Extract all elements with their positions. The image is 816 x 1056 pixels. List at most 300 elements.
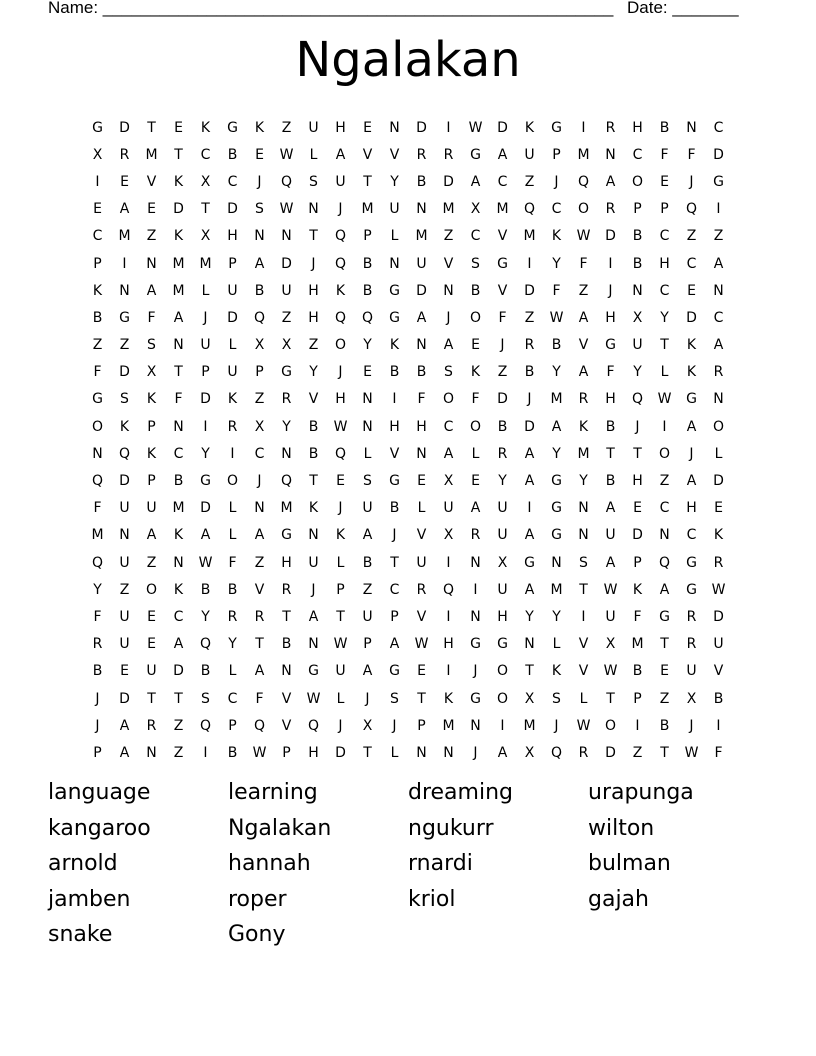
grid-letter: L xyxy=(390,228,399,245)
grid-letter: B xyxy=(713,690,724,707)
grid-letter: A xyxy=(389,636,400,653)
grid-row xyxy=(84,196,732,223)
grid-letter: A xyxy=(524,445,535,462)
grid-letter: B xyxy=(362,255,373,272)
grid-letter: K xyxy=(173,173,184,190)
grid-letter: N xyxy=(416,744,427,761)
grid-letter: G xyxy=(497,255,508,272)
grid-letter: F xyxy=(579,255,588,272)
grid-letter: P xyxy=(633,201,642,218)
grid-letter: D xyxy=(227,309,238,326)
grid-row xyxy=(84,467,732,494)
grid-row xyxy=(84,658,732,685)
grid-letter: G xyxy=(389,282,400,299)
grid-letter: U xyxy=(686,663,697,680)
grid-letter: K xyxy=(254,119,265,136)
grid-row xyxy=(84,685,732,712)
grid-letter: F xyxy=(255,690,264,707)
grid-letter: X xyxy=(146,364,157,381)
grid-letter: B xyxy=(605,473,616,490)
grid-letter: A xyxy=(524,527,535,544)
grid-letter: N xyxy=(308,201,319,218)
grid-letter: T xyxy=(417,690,426,707)
grid-letter: Y xyxy=(363,337,372,354)
grid-letter: L xyxy=(228,663,237,680)
grid-letter: F xyxy=(687,146,696,163)
grid-letter: M xyxy=(118,228,131,245)
grid-letter: A xyxy=(416,309,427,326)
grid-letter: G xyxy=(92,391,103,408)
grid-letter: P xyxy=(417,717,426,734)
word-bank-item: arnold xyxy=(48,851,118,876)
grid-letter: N xyxy=(551,554,562,571)
grid-letter: H xyxy=(281,554,292,571)
grid-letter: W xyxy=(414,636,429,653)
grid-letter: L xyxy=(417,500,426,517)
grid-letter: A xyxy=(443,445,454,462)
grid-letter: R xyxy=(227,418,238,435)
grid-letter: M xyxy=(577,445,590,462)
grid-letter: U xyxy=(632,337,643,354)
grid-letter: G xyxy=(713,173,724,190)
grid-letter: A xyxy=(713,337,724,354)
grid-letter: J xyxy=(392,717,397,734)
grid-row xyxy=(84,739,732,766)
grid-letter: Y xyxy=(579,473,588,490)
grid-letter: D xyxy=(227,201,238,218)
grid-letter: S xyxy=(309,173,318,190)
grid-letter: B xyxy=(389,364,400,381)
grid-letter: I xyxy=(446,608,451,625)
grid-letter: Z xyxy=(713,228,724,245)
grid-letter: P xyxy=(147,473,156,490)
grid-letter: Q xyxy=(334,445,347,462)
grid-letter: Y xyxy=(633,364,642,381)
date-field[interactable]: Date: _______ xyxy=(627,0,739,17)
grid-letter: D xyxy=(605,744,616,761)
grid-letter: K xyxy=(335,527,346,544)
grid-letter: X xyxy=(281,337,292,354)
word-bank-item: urapunga xyxy=(588,780,694,805)
grid-letter: C xyxy=(470,228,481,245)
grid-letter: M xyxy=(631,636,644,653)
grid-letter: W xyxy=(333,636,348,653)
word-bank-item: bulman xyxy=(588,851,671,876)
grid-letter: O xyxy=(658,445,671,462)
grid-letter: D xyxy=(713,608,724,625)
grid-letter: A xyxy=(200,527,211,544)
word-bank-item: wilton xyxy=(588,815,655,841)
grid-letter: Y xyxy=(552,364,561,381)
grid-letter: M xyxy=(145,146,158,163)
grid-letter: O xyxy=(442,391,455,408)
grid-letter: Z xyxy=(173,744,184,761)
grid-letter: Z xyxy=(146,554,157,571)
grid-letter: Q xyxy=(280,173,293,190)
grid-letter: W xyxy=(279,146,294,163)
grid-letter: Z xyxy=(497,364,508,381)
grid-letter: Q xyxy=(253,309,266,326)
grid-letter: F xyxy=(228,554,237,571)
grid-letter: G xyxy=(227,119,238,136)
grid-letter: N xyxy=(416,337,427,354)
grid-letter: G xyxy=(686,581,697,598)
grid-letter: M xyxy=(280,500,293,517)
grid-letter: F xyxy=(417,391,426,408)
grid-letter: J xyxy=(446,309,451,326)
grid-letter: N xyxy=(443,282,454,299)
grid-letter: A xyxy=(686,473,697,490)
grid-letter: I xyxy=(500,717,505,734)
grid-letter: D xyxy=(713,473,724,490)
grid-letter: W xyxy=(252,744,267,761)
grid-letter: A xyxy=(551,418,562,435)
grid-letter: D xyxy=(200,391,211,408)
grid-letter: G xyxy=(659,608,670,625)
grid-letter: V xyxy=(713,663,724,680)
grid-letter: W xyxy=(468,119,483,136)
grid-letter: H xyxy=(335,119,346,136)
grid-letter: K xyxy=(173,228,184,245)
grid-letter: N xyxy=(470,554,481,571)
word-bank-item: gajah xyxy=(588,886,649,912)
grid-letter: E xyxy=(633,500,642,517)
grid-letter: J xyxy=(689,717,694,734)
grid-letter: X xyxy=(443,527,454,544)
grid-letter: W xyxy=(333,418,348,435)
grid-letter: U xyxy=(119,608,130,625)
grid-letter: J xyxy=(338,500,343,517)
grid-letter: Z xyxy=(632,744,643,761)
grid-letter: Q xyxy=(91,473,104,490)
grid-letter: N xyxy=(281,228,292,245)
grid-letter: F xyxy=(498,309,507,326)
grid-letter: G xyxy=(470,636,481,653)
grid-letter: G xyxy=(281,527,292,544)
grid-letter: Q xyxy=(199,636,212,653)
grid-letter: D xyxy=(173,201,184,218)
grid-letter: P xyxy=(282,744,291,761)
word-bank-item: Ngalakan xyxy=(228,815,332,841)
grid-letter: V xyxy=(497,228,508,245)
grid-letter: I xyxy=(230,445,235,462)
grid-letter: T xyxy=(309,228,318,245)
word-bank-item: kriol xyxy=(408,886,456,912)
word-bank-item: kangaroo xyxy=(48,815,151,841)
grid-letter: Y xyxy=(552,255,561,272)
grid-letter: K xyxy=(200,119,211,136)
grid-letter: Z xyxy=(659,473,670,490)
grid-letter: Q xyxy=(253,717,266,734)
grid-letter: Q xyxy=(199,717,212,734)
grid-letter: B xyxy=(200,581,211,598)
grid-letter: R xyxy=(227,608,238,625)
grid-letter: A xyxy=(578,309,589,326)
grid-letter: P xyxy=(255,364,264,381)
grid-letter: B xyxy=(92,309,103,326)
grid-letter: D xyxy=(119,119,130,136)
grid-letter: S xyxy=(201,690,210,707)
grid-row xyxy=(84,631,732,658)
grid-letter: C xyxy=(659,282,670,299)
grid-letter: P xyxy=(228,255,237,272)
grid-letter: J xyxy=(311,581,316,598)
grid-letter: I xyxy=(122,255,127,272)
grid-letter: J xyxy=(554,173,559,190)
grid-letter: D xyxy=(200,500,211,517)
grid-letter: W xyxy=(279,201,294,218)
grid-letter: C xyxy=(92,228,103,245)
grid-letter: D xyxy=(416,282,427,299)
grid-letter: H xyxy=(443,636,454,653)
grid-letter: C xyxy=(227,690,238,707)
word-bank-item: roper xyxy=(228,886,287,912)
grid-letter: Z xyxy=(686,228,697,245)
grid-letter: R xyxy=(416,146,427,163)
grid-letter: Y xyxy=(660,309,669,326)
grid-letter: D xyxy=(281,255,292,272)
grid-letter: D xyxy=(686,309,697,326)
grid-letter: U xyxy=(308,554,319,571)
grid-letter: P xyxy=(201,364,210,381)
grid-letter: G xyxy=(389,473,400,490)
grid-letter: O xyxy=(334,337,347,354)
grid-letter: X xyxy=(200,173,211,190)
grid-letter: R xyxy=(605,201,616,218)
grid-letter: W xyxy=(198,554,213,571)
grid-letter: P xyxy=(552,146,561,163)
grid-letter: Z xyxy=(92,337,103,354)
grid-letter: U xyxy=(416,554,427,571)
grid-letter: D xyxy=(497,119,508,136)
grid-letter: J xyxy=(95,690,100,707)
grid-letter: L xyxy=(228,337,237,354)
grid-letter: J xyxy=(554,717,559,734)
grid-letter: B xyxy=(173,473,184,490)
grid-letter: Z xyxy=(362,581,373,598)
grid-letter: A xyxy=(605,173,616,190)
grid-letter: M xyxy=(361,201,374,218)
grid-letter: Z xyxy=(524,173,535,190)
grid-letter: T xyxy=(282,608,291,625)
grid-letter: N xyxy=(146,744,157,761)
grid-letter: H xyxy=(605,391,616,408)
grid-letter: K xyxy=(578,418,589,435)
grid-letter: Q xyxy=(577,173,590,190)
grid-letter: H xyxy=(227,228,238,245)
grid-letter: I xyxy=(527,500,532,517)
grid-letter: B xyxy=(605,418,616,435)
grid-letter: R xyxy=(497,445,508,462)
grid-letter: O xyxy=(604,717,617,734)
grid-letter: P xyxy=(228,717,237,734)
grid-letter: Y xyxy=(498,473,507,490)
grid-letter: G xyxy=(551,119,562,136)
grid-letter: M xyxy=(550,391,563,408)
grid-letter: Y xyxy=(552,445,561,462)
grid-letter: U xyxy=(119,554,130,571)
grid-letter: S xyxy=(471,255,480,272)
grid-letter: T xyxy=(390,554,399,571)
grid-letter: J xyxy=(635,418,640,435)
grid-letter: N xyxy=(173,554,184,571)
grid-letter: J xyxy=(689,445,694,462)
grid-letter: N xyxy=(389,119,400,136)
grid-letter: I xyxy=(446,663,451,680)
grid-letter: A xyxy=(173,309,184,326)
grid-letter: Y xyxy=(201,445,210,462)
grid-letter: F xyxy=(660,146,669,163)
grid-letter: U xyxy=(416,255,427,272)
grid-letter: A xyxy=(173,636,184,653)
grid-letter: D xyxy=(173,663,184,680)
grid-letter: R xyxy=(470,527,481,544)
grid-letter: H xyxy=(389,418,400,435)
grid-letter: L xyxy=(228,500,237,517)
grid-letter: A xyxy=(362,527,373,544)
letter-grid xyxy=(84,114,732,767)
grid-letter: D xyxy=(335,744,346,761)
grid-letter: H xyxy=(308,744,319,761)
grid-letter: X xyxy=(470,201,481,218)
grid-letter: T xyxy=(174,364,183,381)
grid-row xyxy=(84,277,732,304)
grid-letter: F xyxy=(93,608,102,625)
grid-letter: J xyxy=(392,527,397,544)
grid-letter: N xyxy=(416,201,427,218)
grid-letter: V xyxy=(389,146,400,163)
grid-row xyxy=(84,522,732,549)
grid-letter: E xyxy=(417,663,426,680)
grid-letter: K xyxy=(632,581,643,598)
grid-letter: G xyxy=(308,663,319,680)
grid-letter: O xyxy=(712,418,725,435)
grid-letter: O xyxy=(91,418,104,435)
grid-letter: A xyxy=(686,418,697,435)
grid-letter: R xyxy=(686,608,697,625)
grid-letter: W xyxy=(549,309,564,326)
grid-letter: D xyxy=(119,690,130,707)
grid-letter: G xyxy=(551,500,562,517)
grid-letter: R xyxy=(416,581,427,598)
grid-letter: U xyxy=(119,500,130,517)
word-bank-item: snake xyxy=(48,922,113,947)
grid-letter: R xyxy=(713,364,724,381)
grid-letter: U xyxy=(200,337,211,354)
grid-letter: I xyxy=(581,608,586,625)
word-bank-item: jamben xyxy=(48,886,131,912)
grid-letter: T xyxy=(606,690,615,707)
grid-letter: K xyxy=(551,663,562,680)
grid-letter: C xyxy=(659,228,670,245)
grid-letter: P xyxy=(363,636,372,653)
grid-letter: M xyxy=(415,228,428,245)
grid-letter: A xyxy=(119,744,130,761)
grid-letter: D xyxy=(524,418,535,435)
grid-letter: Q xyxy=(442,581,455,598)
grid-letter: J xyxy=(95,717,100,734)
grid-letter: V xyxy=(281,717,292,734)
grid-letter: K xyxy=(335,282,346,299)
grid-letter: V xyxy=(362,146,373,163)
grid-letter: Y xyxy=(552,608,561,625)
grid-letter: U xyxy=(227,364,238,381)
grid-letter: O xyxy=(145,581,158,598)
grid-letter: L xyxy=(714,445,723,462)
grid-letter: U xyxy=(389,201,400,218)
grid-letter: J xyxy=(338,364,343,381)
grid-letter: N xyxy=(308,636,319,653)
grid-letter: A xyxy=(443,337,454,354)
grid-letter: E xyxy=(120,663,129,680)
grid-letter: S xyxy=(552,690,561,707)
name-field[interactable]: Name: ______________________________________________________ xyxy=(48,0,614,17)
grid-letter: P xyxy=(93,255,102,272)
grid-letter: A xyxy=(524,473,535,490)
grid-letter: I xyxy=(635,717,640,734)
grid-letter: Y xyxy=(525,608,534,625)
grid-letter: K xyxy=(227,391,238,408)
word-bank-item: dreaming xyxy=(408,780,513,805)
grid-row xyxy=(84,223,732,250)
grid-row xyxy=(84,549,732,576)
grid-letter: Q xyxy=(550,744,563,761)
grid-letter: H xyxy=(659,255,670,272)
grid-letter: E xyxy=(120,173,129,190)
grid-letter: M xyxy=(172,282,185,299)
grid-letter: M xyxy=(91,527,104,544)
grid-letter: K xyxy=(308,500,319,517)
grid-letter: A xyxy=(335,146,346,163)
grid-letter: A xyxy=(146,527,157,544)
grid-letter: C xyxy=(686,527,697,544)
grid-letter: E xyxy=(255,146,264,163)
grid-letter: G xyxy=(551,527,562,544)
grid-letter: N xyxy=(524,636,535,653)
grid-letter: P xyxy=(660,201,669,218)
grid-letter: L xyxy=(390,744,399,761)
grid-letter: W xyxy=(306,690,321,707)
grid-letter: B xyxy=(362,282,373,299)
grid-letter: J xyxy=(608,282,613,299)
grid-letter: N xyxy=(713,391,724,408)
grid-letter: E xyxy=(147,608,156,625)
grid-letter: N xyxy=(713,282,724,299)
grid-letter: X xyxy=(524,690,535,707)
grid-letter: C xyxy=(389,581,400,598)
grid-letter: V xyxy=(578,636,589,653)
grid-letter: Z xyxy=(146,228,157,245)
grid-letter: Z xyxy=(173,717,184,734)
grid-letter: U xyxy=(605,527,616,544)
grid-letter: A xyxy=(605,500,616,517)
grid-letter: W xyxy=(657,391,672,408)
word-bank-item: rnardi xyxy=(408,851,473,876)
grid-row xyxy=(84,332,732,359)
grid-letter: Z xyxy=(254,554,265,571)
grid-letter: U xyxy=(146,663,157,680)
grid-letter: M xyxy=(577,146,590,163)
grid-letter: T xyxy=(660,744,669,761)
grid-letter: L xyxy=(363,445,372,462)
grid-letter: C xyxy=(713,309,724,326)
grid-letter: N xyxy=(119,282,130,299)
grid-letter: R xyxy=(119,146,130,163)
grid-letter: E xyxy=(417,473,426,490)
grid-letter: R xyxy=(605,119,616,136)
grid-letter: T xyxy=(147,690,156,707)
grid-letter: N xyxy=(470,717,481,734)
